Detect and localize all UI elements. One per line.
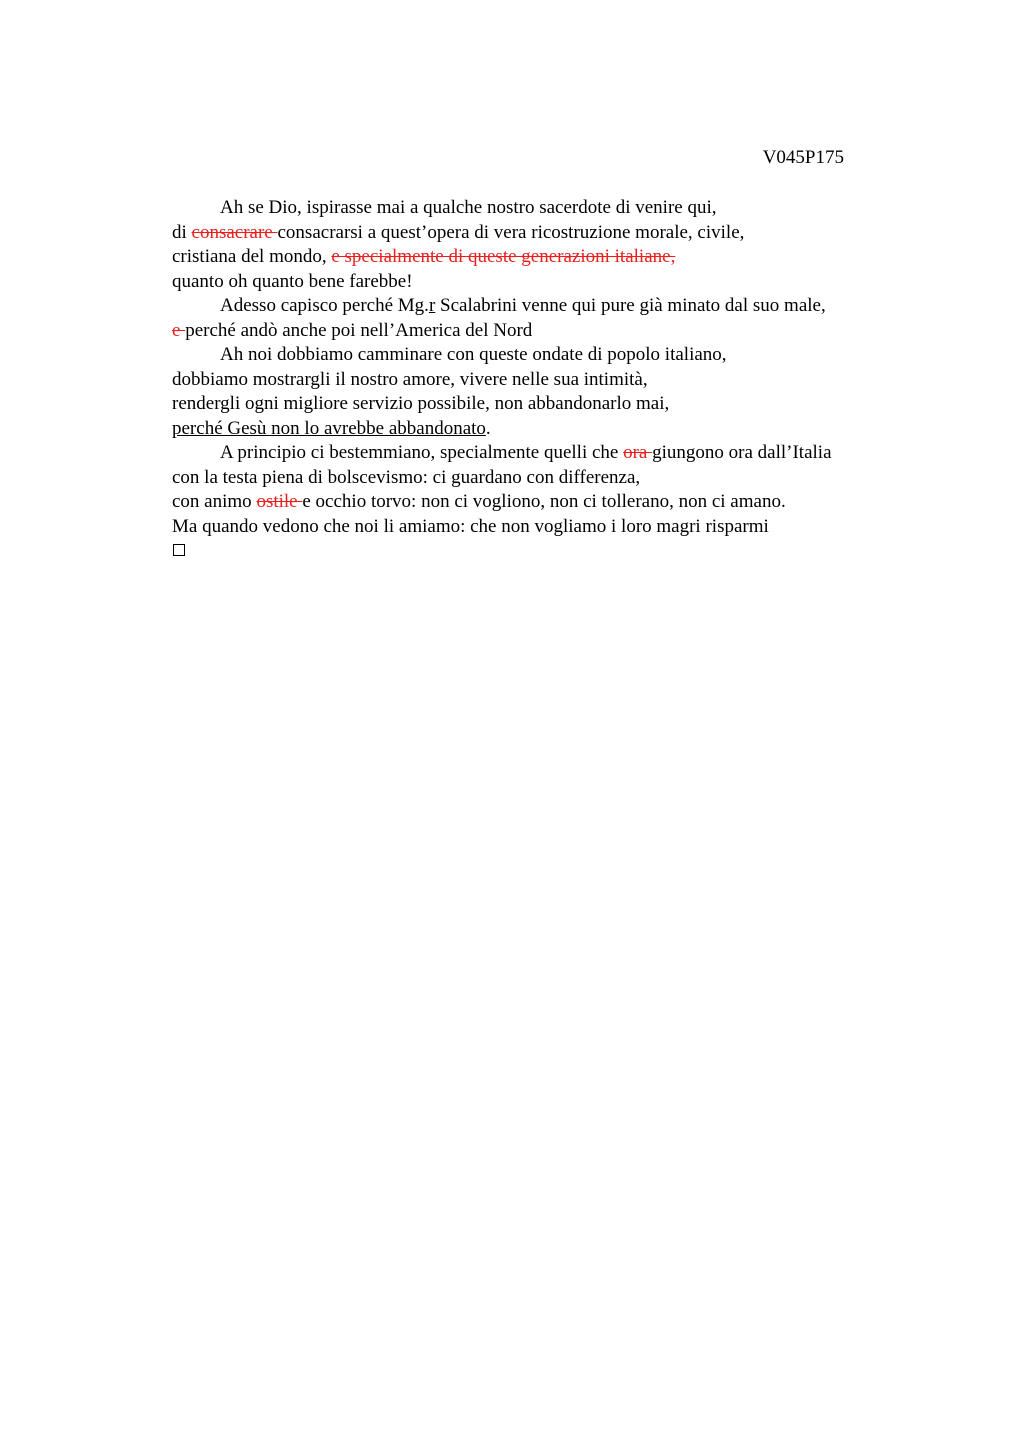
line-text: A principio ci bestemmiano, specialmente quelli che [220, 442, 624, 463]
line-text: . [485, 417, 491, 439]
text-line-12 [172, 466, 902, 491]
line-text: Adesso capisco perché Mg. [220, 295, 429, 316]
text-line-14 [172, 515, 902, 540]
underlined-text: r [428, 295, 436, 316]
line-text: cristiana del mondo, [172, 246, 332, 267]
text-line-6 [172, 319, 902, 344]
line-text: Ma quando vedono che noi li amiamo: che non vogliamo i loro magri risparmi [172, 515, 769, 537]
line-text: rendergli ogni migliore servizio possibile, non abbandonarlo mai, [172, 393, 670, 414]
text-line-3 [172, 245, 902, 270]
line-text: Ah se Dio, ispirasse mai a qualche nostro sacerdote di venire qui, [220, 197, 717, 218]
end-marker-line [172, 539, 902, 563]
line-text: quanto oh quanto bene farebbe! [172, 270, 413, 292]
text-line-2 [172, 221, 902, 246]
text-line-4 [172, 270, 902, 295]
deleted-text: ostile [256, 491, 303, 512]
text-line-5 [172, 294, 902, 319]
square-outline-icon [173, 544, 185, 556]
deleted-text: e [172, 319, 186, 341]
text-line-9 [172, 392, 902, 417]
deleted-text: consacrare [191, 221, 278, 243]
page-identifier: V045P175 [762, 147, 844, 168]
line-text: perché andò anche poi nell’America del Nord [185, 319, 533, 341]
text-line-1 [172, 196, 902, 221]
line-text: con animo [172, 491, 257, 512]
line-text: e occhio torvo: non ci vogliono, non ci tollerano, non ci amano. [302, 491, 786, 512]
line-text: con la testa piena di bolscevismo: ci guardano con differenza, [172, 466, 641, 488]
line-text: consacrarsi a quest’opera di vera ricostruzione morale, civile, [277, 221, 745, 243]
text-line-8 [172, 368, 902, 393]
deleted-text: e specialmente di queste generazioni italiane, [331, 246, 676, 267]
line-text: giungono ora dall’Italia [652, 442, 832, 463]
line-text: dobbiamo mostrargli il nostro amore, vivere nelle sua intimità, [172, 368, 648, 390]
text-line-11 [172, 441, 902, 466]
underlined-text: perché Gesù non lo avrebbe abbandonato [172, 417, 486, 439]
text-line-10 [172, 417, 902, 442]
document-body [172, 196, 902, 563]
line-text: Scalabrini venne qui pure già minato dal suo male, [435, 295, 826, 316]
text-line-13 [172, 490, 902, 515]
line-text: Ah noi dobbiamo camminare con queste ondate di popolo italiano, [220, 344, 727, 365]
line-text: di [172, 221, 192, 243]
deleted-text: ora [623, 442, 653, 463]
text-line-7 [172, 343, 902, 368]
